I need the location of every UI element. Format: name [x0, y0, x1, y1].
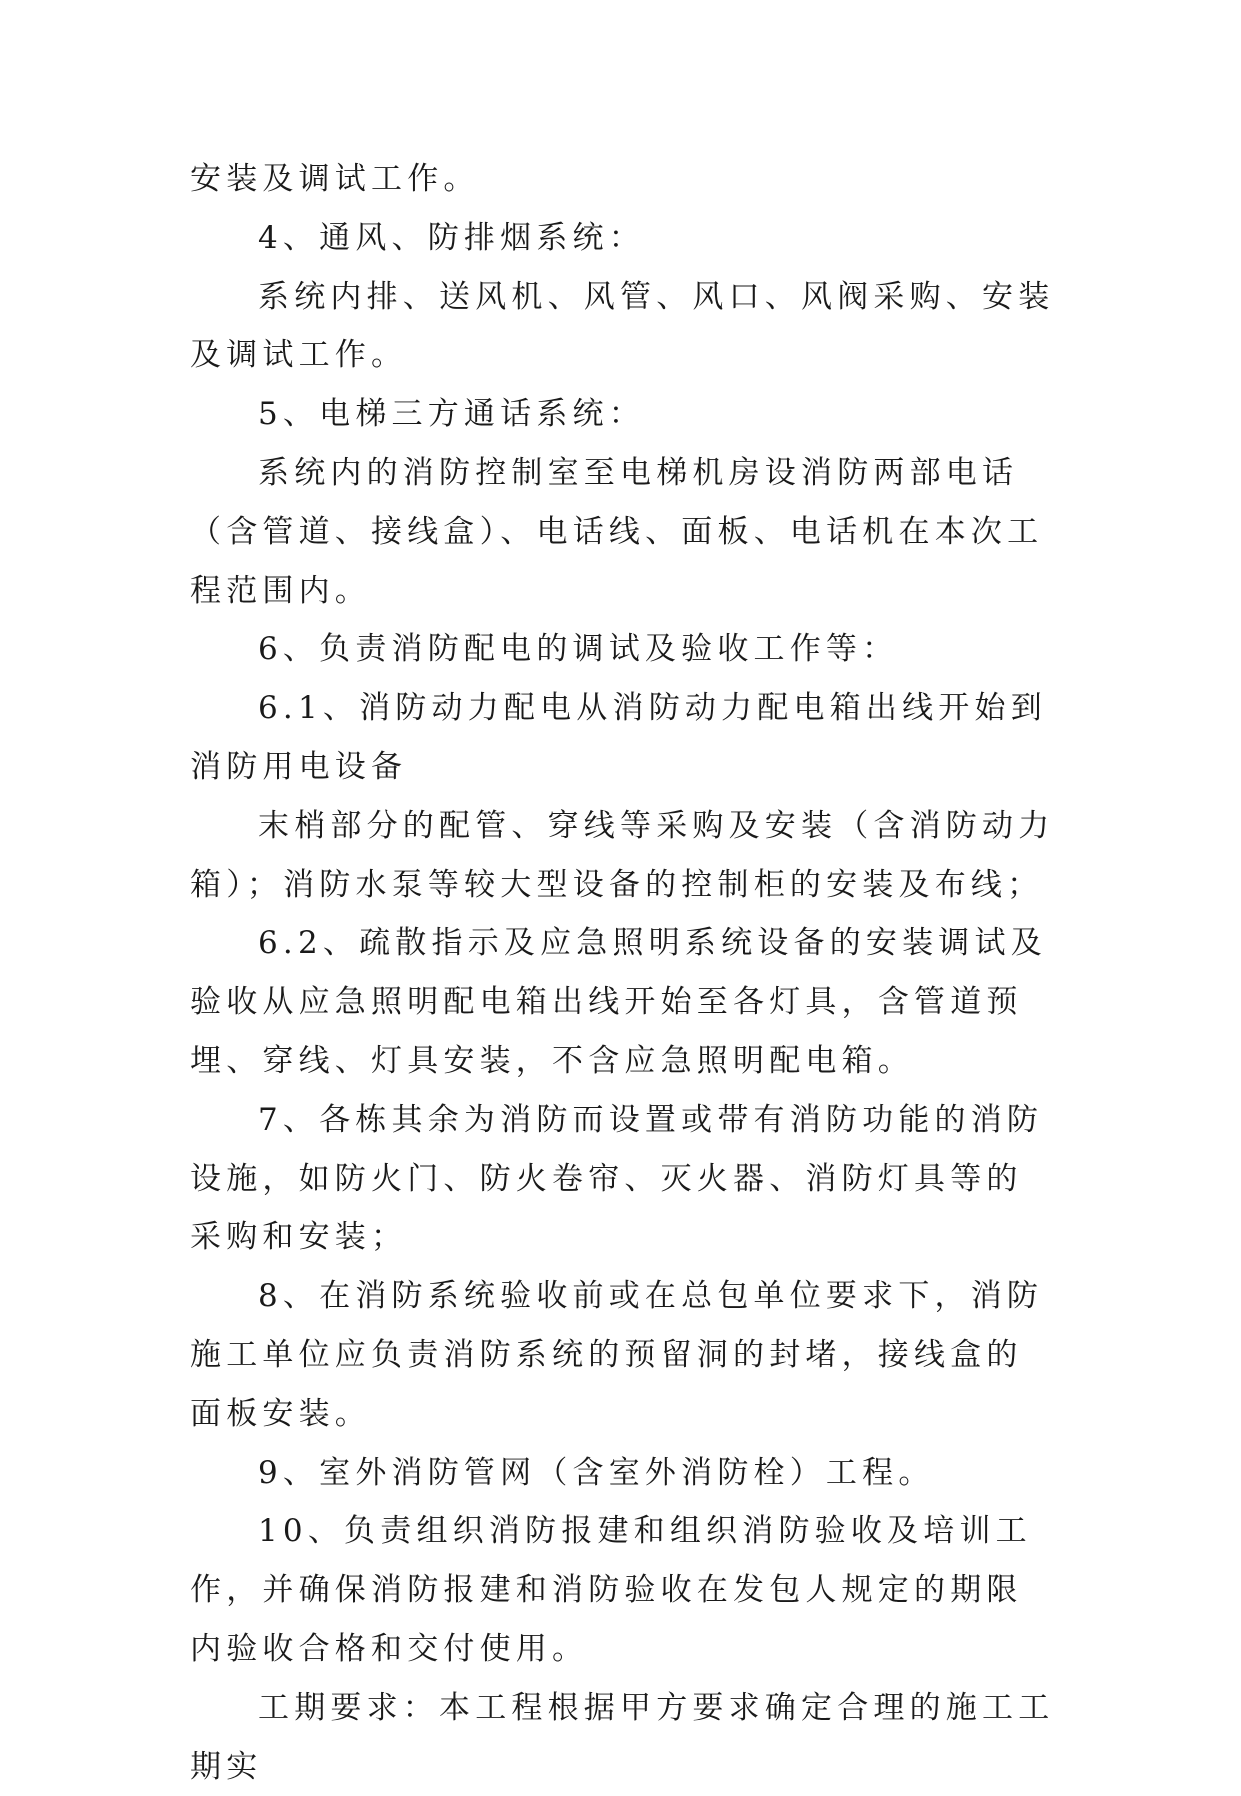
paragraph-12: 9、室外消防管网（含室外消防栓）工程。: [258, 1454, 935, 1491]
paragraph-5: 系统内的消防控制室至电梯机房设消防两部电话（含管道、接线盒）、电话线、面板、电话机在本次工程范围内。: [190, 454, 1044, 609]
document-body: [190, 150, 1058, 1796]
paragraph-6: 6、负责消防配电的调试及验收工作等：: [258, 631, 899, 668]
paragraph-4: 5、电梯三方通话系统：: [258, 396, 645, 433]
paragraph-14: 工期要求：本工程根据甲方要求确定合理的施工工期实: [190, 1689, 1055, 1785]
paragraph-10: 7、各栋其余为消防而设置或带有消防功能的消防设施，如防火门、防火卷帘、灭火器、消防灯具等的采购和安装；: [190, 1101, 1044, 1256]
paragraph-2: 4、通风、防排烟系统：: [258, 219, 645, 256]
paragraph-13: 10、负责组织消防报建和组织消防验收及培训工作，并确保消防报建和消防验收在发包人规定的期限内验收合格和交付使用。: [190, 1513, 1032, 1667]
paragraph-9: 6.2、疏散指示及应急照明系统设备的安装调试及验收从应急照明配电箱出线开始至各灯具，含管道预埋、穿线、灯具安装，不含应急照明配电箱。: [190, 925, 1047, 1079]
paragraph-11: 8、在消防系统验收前或在总包单位要求下，消防施工单位应负责消防系统的预留洞的封堵，接线盒的面板安装。: [190, 1278, 1044, 1432]
paragraph-3: 系统内排、送风机、风管、风口、风阀采购、安装及调试工作。: [190, 278, 1055, 374]
paragraph-1: 安装及调试工作。: [190, 161, 480, 197]
paragraph-7: 6.1、消防动力配电从消防动力配电箱出线开始到消防用电设备: [190, 690, 1047, 785]
paragraph-8: 末梢部分的配管、穿线等采购及安装（含消防动力箱）；消防水泵等较大型设备的控制柜的安装及布线；: [190, 807, 1055, 903]
